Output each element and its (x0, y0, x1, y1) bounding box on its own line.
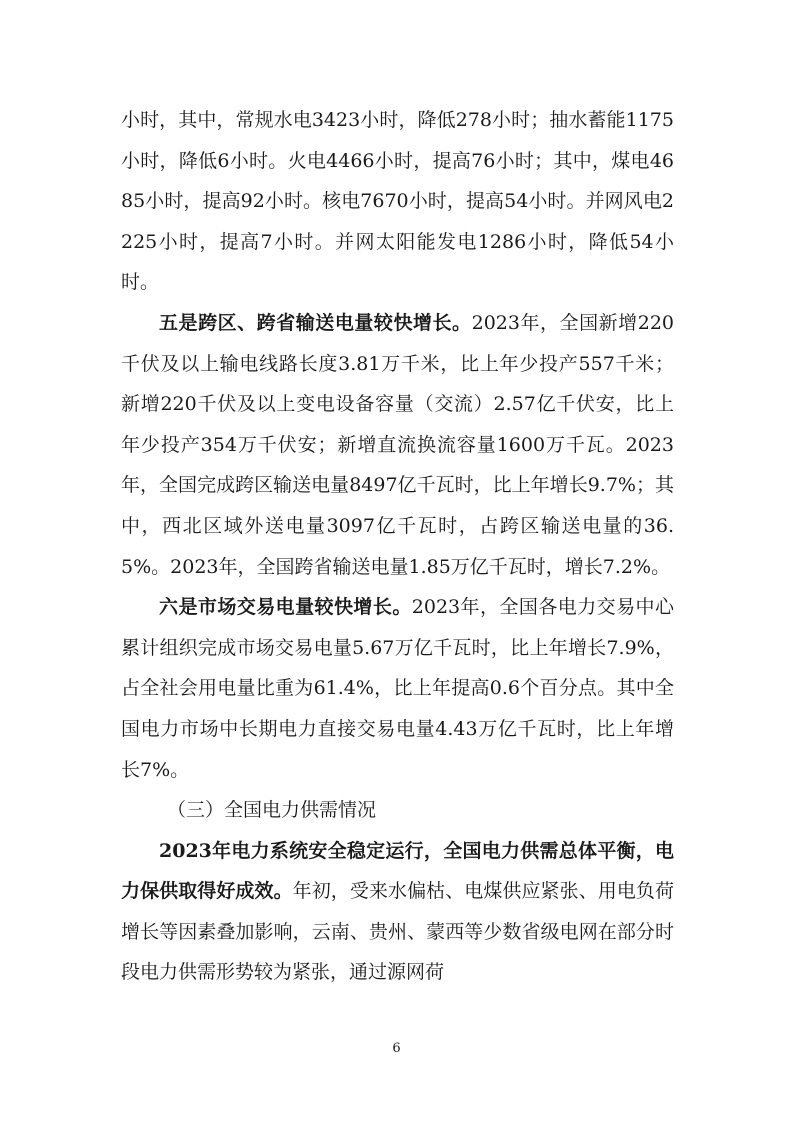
page-number: 6 (392, 1041, 401, 1056)
paragraph-lead: 2023年电力系统安全稳定运行，全国电力供需总体平衡，电力保供取得好成效。 (121, 839, 674, 903)
paragraph-cross-region-transmission (121, 303, 674, 587)
document-body (121, 100, 674, 993)
section-heading: （三）全国电力供需情况 (167, 799, 377, 822)
paragraph-lead: 六是市场交易电量较快增长。 (159, 596, 412, 619)
paragraph-text: 年初，受来水偏枯、电煤供应紧张、用电负荷增长等因素叠加影响，云南、贵州、蒙西等少数省级电网在部分时段电力供需形势较为紧张，通过源网荷 (121, 880, 674, 984)
paragraph-utilization-hours (121, 100, 674, 303)
paragraph-text: 小时，其中，常规水电3423小时，降低278小时；抽水蓄能1175小时，降低6小时。火电4466小时，提高76小时；其中，煤电4685小时，提高92小时。核电7670小时，提高54小时。并网风电2225小时，提高7小时。并网太阳能发电1286小时，降低54小时。 (121, 109, 674, 294)
paragraph-supply-demand (121, 831, 674, 993)
paragraph-text: 2023年，全国各电力交易中心累计组织完成市场交易电量5.67万亿千瓦时，比上年增长7.9%，占全社会用电量比重为61.4%，比上年提高0.6个百分点。其中全国电力市场中长期电力直接交易电量4.43万亿千瓦时，比上年增长7%。 (121, 596, 674, 781)
paragraph-lead: 五是跨区、跨省输送电量较快增长。 (159, 311, 472, 334)
paragraph-text: 2023年，全国新增220千伏及以上输电线路长度3.81万千米，比上年少投产557千米；新增220千伏及以上变电设备容量（交流）2.57亿千伏安，比上年少投产354万千伏安；新增直流换流容量1600万千瓦。2023年，全国完成跨区输送电量8497亿千瓦时，比上年增长9.7%；其中，西北区域外送电量3097亿千瓦时，占跨区输送电量的36.5%。2023年，全国跨省输送电量1.85万亿千瓦时，增长7.2%。 (121, 311, 674, 578)
paragraph-market-trading (121, 587, 674, 790)
